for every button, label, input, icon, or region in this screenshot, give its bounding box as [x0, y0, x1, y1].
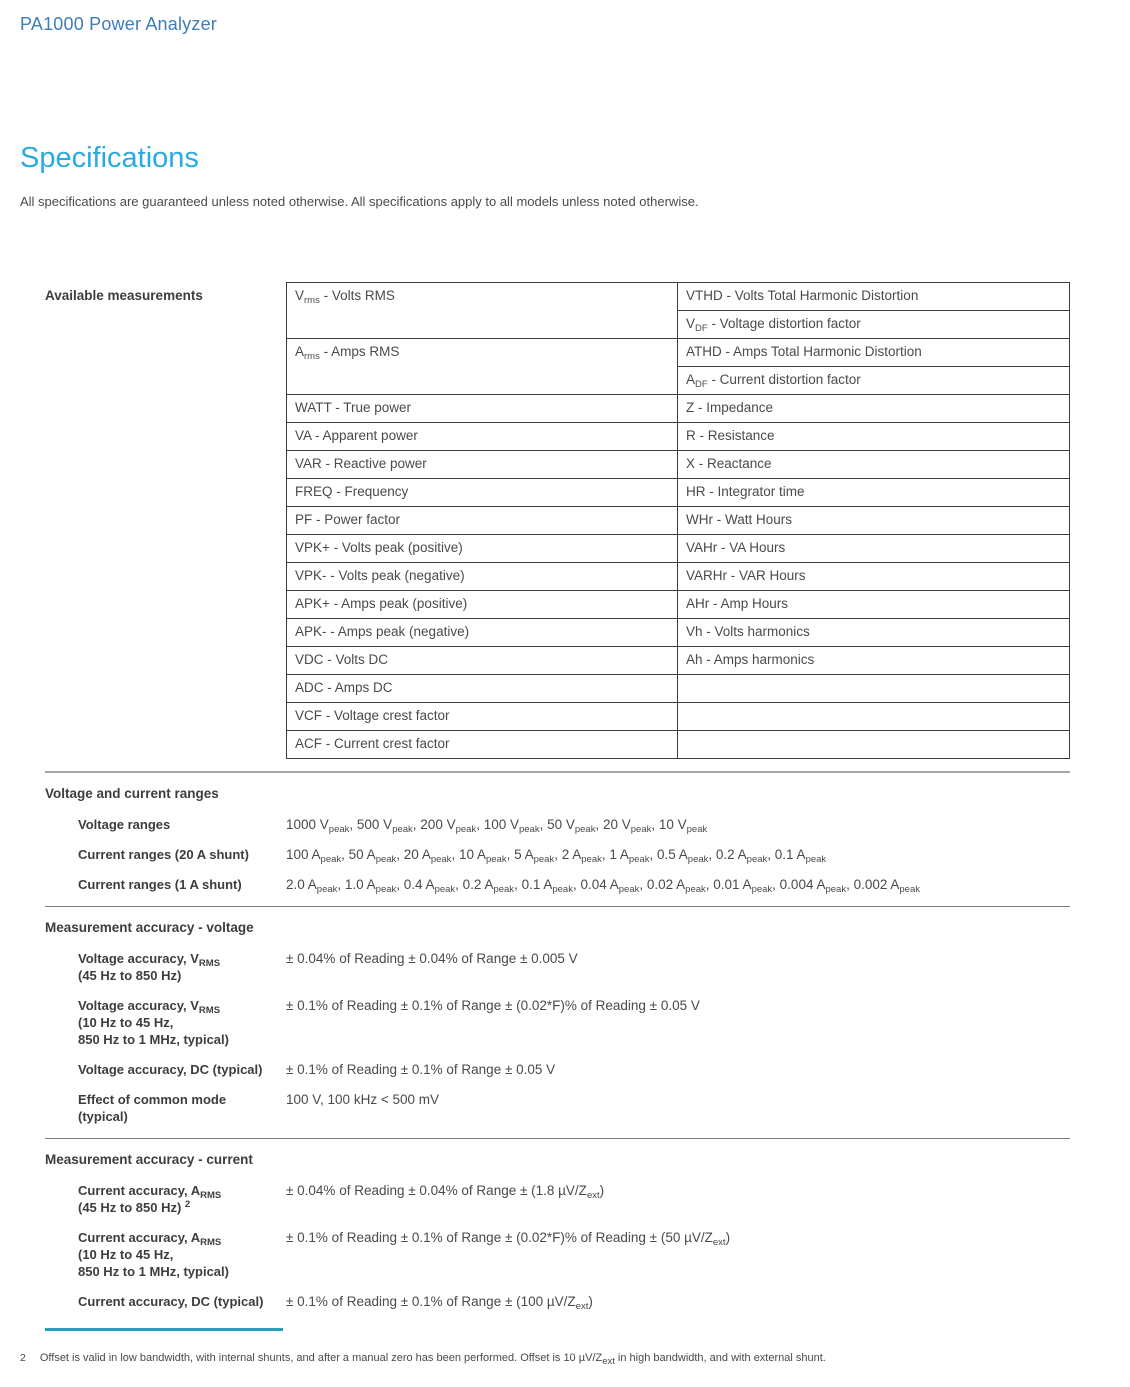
- measurement-cell-right: $V_{DF}$ - Voltage distortion factor: [678, 311, 1070, 339]
- spec-row-value: ± 0.1% of Reading ± 0.1% of Range ± (0.02*F)% of Reading ± 0.05 V: [286, 998, 700, 1013]
- spec-row: [45, 1293, 1070, 1310]
- spec-row: [45, 1182, 1070, 1216]
- measurement-cell-left: ADC - Amps DC: [287, 675, 678, 703]
- measurement-cell-right: Z - Impedance: [678, 395, 1070, 423]
- measurement-cell-left: $V_{rms}$ - Volts RMS: [287, 283, 678, 339]
- spec-row-label: Voltage ranges: [78, 817, 171, 832]
- measurement-cell-left: VPK+ - Volts peak (positive): [287, 535, 678, 563]
- measurement-cell-right: ATHD - Amps Total Harmonic Distortion: [678, 339, 1070, 367]
- measurement-row: [287, 675, 1070, 703]
- spec-row: [45, 950, 1070, 984]
- section-rows: [45, 950, 1070, 1125]
- measurement-cell-right: [678, 703, 1070, 731]
- measurement-row: [287, 563, 1070, 591]
- measurement-cell-left: $A_{rms}$ - Amps RMS: [287, 339, 678, 395]
- available-measurements-label: Available measurements: [45, 288, 203, 303]
- measurement-cell-right: $A_{DF}$ - Current distortion factor: [678, 367, 1070, 395]
- measurement-cell-right: R - Resistance: [678, 423, 1070, 451]
- section-heading: Voltage and current ranges: [45, 786, 219, 801]
- measurement-cell-right: X - Reactance: [678, 451, 1070, 479]
- spec-row-value: ± 0.1% of Reading ± 0.1% of Range ± 0.05 V: [286, 1062, 556, 1077]
- measurement-row: [287, 647, 1070, 675]
- measurement-cell-right: VAHr - VA Hours: [678, 535, 1070, 563]
- available-measurements-table-body: [287, 283, 1070, 759]
- measurement-cell-right: WHr - Watt Hours: [678, 507, 1070, 535]
- spec-row-value: 100 $A_{peak}$, 50 $A_{peak}$, 20 $A_{peak}$, 10 $A_{peak}$, 5 $A_{peak}$, 2 $A_{peak}$, 1 $A_{peak}$, 0.5 $A_{peak}$, 0.2 $A_{peak}$, 0.1 $A_{peak}$: [286, 847, 827, 865]
- measurement-cell-left: WATT - True power: [287, 395, 678, 423]
- spec-row-label: Current accuracy, $A_{RMS}$ (45 Hz to 850 Hz) $^2$: [78, 1183, 222, 1215]
- spec-row: [45, 1061, 1070, 1078]
- measurement-cell-left: VA - Apparent power: [287, 423, 678, 451]
- spec-row-label: Voltage accuracy, $V_{RMS}$ (10 Hz to 45 Hz, 850 Hz to 1 MHz, typical): [78, 998, 229, 1047]
- spec-row-label: Effect of common mode (typical): [78, 1092, 227, 1124]
- spec-row: [45, 1229, 1070, 1280]
- spec-row-label: Current ranges (20 A shunt): [78, 847, 249, 862]
- spec-row: [45, 846, 1070, 863]
- section-measurement-accuracy-voltage: [45, 906, 1070, 1125]
- footnote-text: Offset is valid in low bandwidth, with internal shunts, and after a manual zero has been performed. Offset is 10 $\mu V/Z_{ext}$ in high bandwidth, and with external shunt.: [39, 1352, 826, 1367]
- spec-row-value: 2.0 $A_{peak}$, 1.0 $A_{peak}$, 0.4 $A_{peak}$, 0.2 $A_{peak}$, 0.1 $A_{peak}$, 0.04 $A_{peak}$, 0.02 $A_{peak}$, 0.01 $A_{peak}$, 0.004 $A_{peak}$, 0.002 $A_{peak}$: [286, 877, 920, 895]
- section-rows: [45, 1182, 1070, 1310]
- spec-row: [45, 997, 1070, 1048]
- section-heading: Measurement accuracy - voltage: [45, 920, 254, 935]
- measurement-cell-right: HR - Integrator time: [678, 479, 1070, 507]
- measurement-row: [287, 591, 1070, 619]
- measurement-cell-left: FREQ - Frequency: [287, 479, 678, 507]
- measurement-cell-right: [678, 731, 1070, 759]
- measurement-cell-left: ACF - Current crest factor: [287, 731, 678, 759]
- page-subtitle: All specifications are guaranteed unless noted otherwise. All specifications apply to all models unless noted otherwise.: [20, 194, 699, 209]
- spec-row-value: ± 0.1% of Reading ± 0.1% of Range ± (0.02*F)% of Reading ± (50 $\mu V/Z_{ext}$): [286, 1230, 731, 1248]
- spec-row-label: Current ranges (1 A shunt): [78, 877, 242, 892]
- measurement-row: [287, 479, 1070, 507]
- measurement-cell-left: VDC - Volts DC: [287, 647, 678, 675]
- section-heading: Measurement accuracy - current: [45, 1152, 253, 1167]
- measurement-row: [287, 395, 1070, 423]
- measurement-row: [287, 731, 1070, 759]
- spec-row-label: Voltage accuracy, $V_{RMS}$ (45 Hz to 850 Hz): [78, 951, 221, 983]
- section-voltage-and-current-ranges: [45, 771, 1070, 893]
- measurement-cell-right: Vh - Volts harmonics: [678, 619, 1070, 647]
- measurement-row: [287, 507, 1070, 535]
- measurement-cell-right: VTHD - Volts Total Harmonic Distortion: [678, 283, 1070, 311]
- footnote: [20, 1351, 1110, 1365]
- measurement-row: [287, 451, 1070, 479]
- measurement-row: [287, 619, 1070, 647]
- specifications-content: [45, 282, 1070, 1331]
- spec-row: [45, 1091, 1070, 1125]
- section-measurement-accuracy-current: [45, 1138, 1070, 1310]
- spec-row-value: ± 0.1% of Reading ± 0.1% of Range ± (100 $\mu V/Z_{ext}$): [286, 1294, 593, 1312]
- measurement-cell-right: [678, 675, 1070, 703]
- spec-row-label: Current accuracy, DC (typical): [78, 1294, 264, 1309]
- measurement-cell-left: VAR - Reactive power: [287, 451, 678, 479]
- section-rows: [45, 816, 1070, 893]
- spec-row-label: Current accuracy, $A_{RMS}$ (10 Hz to 45 Hz, 850 Hz to 1 MHz, typical): [78, 1230, 229, 1279]
- available-measurements-table: [286, 282, 1070, 759]
- spec-row-value: 100 V, 100 kHz < 500 mV: [286, 1092, 439, 1107]
- spec-row-value: ± 0.04% of Reading ± 0.04% of Range ± 0.005 V: [286, 951, 578, 966]
- measurement-cell-left: VPK- - Volts peak (negative): [287, 563, 678, 591]
- measurement-row: [287, 423, 1070, 451]
- measurement-row: [287, 339, 1070, 367]
- measurement-cell-right: Ah - Amps harmonics: [678, 647, 1070, 675]
- measurement-cell-right: AHr - Amp Hours: [678, 591, 1070, 619]
- measurement-cell-left: APK- - Amps peak (negative): [287, 619, 678, 647]
- spec-row: [45, 876, 1070, 893]
- spec-row: [45, 816, 1070, 833]
- measurement-cell-left: APK+ - Amps peak (positive): [287, 591, 678, 619]
- available-measurements-block: [45, 282, 1070, 759]
- page-title: Specifications: [20, 142, 199, 174]
- spec-row-value: 1000 $V_{peak}$, 500 $V_{peak}$, 200 $V_{peak}$, 100 $V_{peak}$, 50 $V_{peak}$, 20 $V_{peak}$, 10 $V_{peak}$: [286, 817, 708, 835]
- spec-row-value: ± 0.04% of Reading ± 0.04% of Range ± (1.8 $\mu V/Z_{ext}$): [286, 1183, 605, 1201]
- measurement-cell-left: PF - Power factor: [287, 507, 678, 535]
- measurement-row: [287, 703, 1070, 731]
- spec-row-label: Voltage accuracy, DC (typical): [78, 1062, 263, 1077]
- footnote-marker: 2: [20, 1352, 26, 1364]
- measurement-cell-left: VCF - Voltage crest factor: [287, 703, 678, 731]
- measurement-row: [287, 283, 1070, 311]
- document-header: PA1000 Power Analyzer: [20, 14, 217, 34]
- measurement-cell-right: VARHr - VAR Hours: [678, 563, 1070, 591]
- footnote-separator-rule: [45, 1328, 283, 1331]
- measurement-row: [287, 535, 1070, 563]
